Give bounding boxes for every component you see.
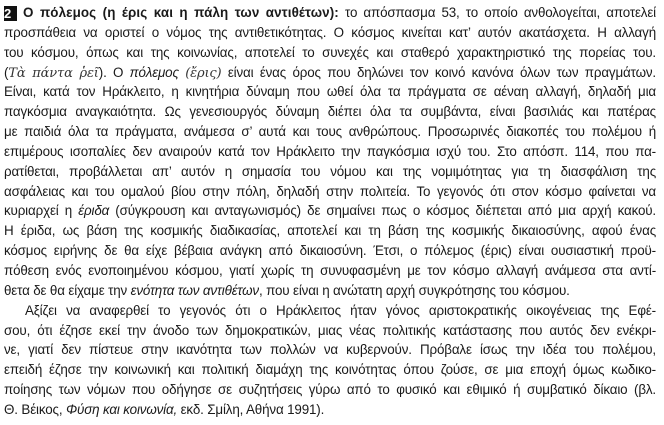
- text-line: [4, 281, 656, 301]
- text-line: [4, 301, 656, 321]
- document-text: [4, 3, 656, 420]
- text-line: [4, 142, 656, 162]
- text-line: [4, 182, 656, 202]
- text-line: [4, 102, 656, 122]
- text-segment: προσπάθεια να οριστεί ο νόμος της αντιθετικότητας. Ο κόσμος κινείται κατ’ αυτόν ακατάσχετα. Η αλλαγή: [4, 24, 656, 40]
- text-line: [4, 241, 656, 261]
- text-line: [4, 3, 656, 23]
- emphasized-text: ενότητα των αντιθέτων: [130, 282, 259, 298]
- text-segment: το απόσπασμα 53, το οποίο ανθολογείται, αποτελεί: [338, 5, 656, 20]
- text-line: [4, 340, 656, 360]
- text-segment: κόσμος ειρήνης δε θα είχε βέβαια ανάγκη από δικαιοσύνη. Έτσι, ο πόλεμος (έρις) είναι ουσιαστική προϋ-: [4, 243, 656, 259]
- text-segment: του κόσμου, όπως και της κοινωνίας, αποτελεί το συνεχές και σταθερό χαρακτηριστικό της πορείας του.: [4, 44, 656, 60]
- text-segment: με παιδιά όλα τα πράγματα, ανάμεσα σ’ αυτά και τους ανθρώπους. Προσωρινές διακοπές του πολέμου ή: [4, 124, 656, 140]
- text-segment: (: [4, 64, 9, 80]
- text-segment: πόθεση ενός ενοποιημένου κόσμου, γιατί χωρίς τη συνυφασμένη με τον κόσμο αλλαγή ανάμεσα στα αντί-: [4, 262, 656, 278]
- text-line: [4, 122, 656, 142]
- section-heading: Ο πόλεμος (η έρις και η πάλη των αντιθέτων):: [23, 5, 339, 20]
- text-line: [4, 261, 656, 281]
- emphasized-text: (ἔρις): [185, 65, 222, 81]
- text-line: [4, 63, 656, 83]
- text-line: [4, 82, 656, 102]
- emphasized-text: πόλεμος: [129, 64, 186, 80]
- text-line: [4, 162, 656, 182]
- emphasized-text: Φύση και κοινωνία,: [65, 401, 178, 417]
- text-line: [4, 321, 656, 341]
- text-segment: θετα δε θα είχαμε την: [4, 282, 131, 298]
- text-line: [4, 221, 656, 241]
- text-segment: Θ. Βέικος,: [4, 401, 66, 417]
- text-line: [4, 23, 656, 43]
- text-segment: Αξίζει να αναφερθεί το γεγονός ότι ο Ηράκλειτος ήταν γόνος αριστοκρατικής οικογένειας της Εφέ-: [25, 302, 656, 318]
- text-line: [4, 380, 656, 400]
- text-segment: (σύγκρουση και ανταγωνισμός) δε σημαίνει πως ο κόσμος διέπεται από μια αρχή κακού.: [109, 203, 656, 219]
- text-segment: επιμέρους ισοπαλίες δεν αναιρούν κατά τον Ηράκλειτο την παγκόσμια ισχύ του. Στο απόσπ. 114, που πα-: [4, 143, 656, 159]
- text-line: [4, 400, 656, 420]
- emphasized-text: Τὰ πάντα ῥεῖ: [8, 65, 99, 81]
- text-line: [4, 43, 656, 63]
- text-segment: ποίησης των νόμων που οδήγησε σε συζητήσεις γύρω από το φυσικό και εθιμικό ή συμβατικό δίκαιο (βλ.: [4, 382, 656, 398]
- text-segment: εκδ. Σμίλη, Αθήνα 1991).: [177, 401, 325, 417]
- text-segment: , που είναι η ανώτατη αρχή συγκρότησης του κόσμου.: [258, 282, 570, 298]
- text-line: [4, 201, 656, 221]
- text-segment: ασφάλειας και του ομαλού βίου στην πόλη, δηλαδή στην πολιτεία. Το γεγονός ότι στον κόσμο φαίνεται να: [4, 183, 656, 199]
- section-number-badge: 2: [4, 6, 17, 21]
- text-segment: Είναι, κατά τον Ηράκλειτο, η κινητήρια δύναμη που ωθεί όλα τα πράγματα σε αέναη αλλαγή, δηλαδή μια: [4, 84, 656, 100]
- text-segment: ). Ο: [98, 64, 130, 80]
- text-segment: ρατίθεται, προβάλλεται απ’ αυτόν η σημασία του νόμου και της νομιμότητας για τη διασφάλιση της: [4, 163, 656, 179]
- text-segment: νε, γιατί δεν πίστευε στην ικανότητα των πολλών να κυβερνούν. Πρόβαλε ίσως την ιδέα του πολέμου,: [4, 342, 656, 358]
- text-segment: σου, ότι έζησε εκεί την άνοδο των δημοκρατικών, μιας νέας πολιτικής κατάστασης που αυτός δεν ενέκρι-: [4, 322, 656, 338]
- text-segment: Η έριδα, ως βάση της κοσμικής διαδικασίας, αποτελεί και τη βάση της κοσμικής δικαιοσύνης, αφού ένας: [4, 223, 656, 239]
- text-segment: κυριαρχεί η: [4, 203, 79, 219]
- text-segment: είναι ένας όρος που δηλώνει τον κοινό κανόνα όλων των πραγμάτων.: [221, 64, 656, 80]
- text-segment: παγκόσμια αναγκαιότητα. Ως γενεσιουργός δύναμη διέπει όλα τα συμβάντα, είναι βασιλιάς και πατέρας: [4, 104, 656, 120]
- emphasized-text: έριδα: [78, 203, 110, 219]
- text-segment: επειδή έζησε την κοινωνική και πολιτική διαμάχη της κοινότητας όπου ζούσε, σε μια εποχή όμως κωδικο-: [4, 362, 656, 378]
- text-line: [4, 360, 656, 380]
